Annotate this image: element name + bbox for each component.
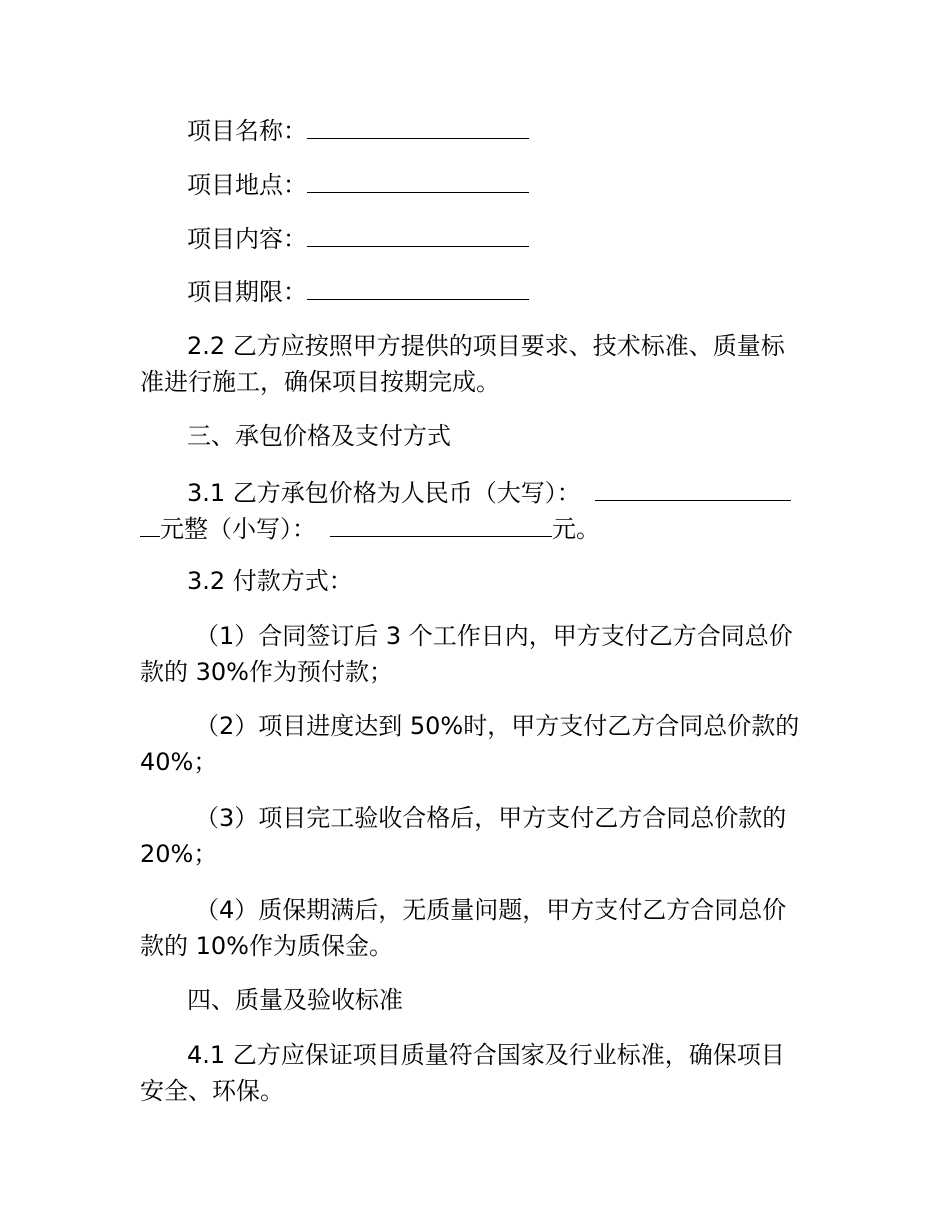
payment-item-2-line1: （2）项目进度达到 50%时，甲方支付乙方合同总价款的 bbox=[195, 712, 800, 740]
project-location-row bbox=[187, 166, 529, 203]
project-content-label: 项目内容： bbox=[187, 225, 307, 253]
project-name-blank[interactable] bbox=[307, 112, 529, 139]
clause-3-1-text-b: 元。 bbox=[552, 515, 600, 543]
project-name-label: 项目名称： bbox=[187, 117, 307, 145]
clause-3-1-text-a: 元整（小写）： bbox=[160, 515, 316, 543]
project-name-row bbox=[187, 112, 529, 149]
clause-3-1-line2 bbox=[140, 510, 600, 547]
payment-item-1-line1: （1）合同签订后 3 个工作日内，甲方支付乙方合同总价 bbox=[195, 622, 793, 650]
clause-3-1-line1 bbox=[187, 474, 791, 511]
section-4-title: 四、质量及验收标准 bbox=[187, 986, 403, 1014]
project-location-blank[interactable] bbox=[307, 166, 529, 193]
price-lowercase-blank[interactable] bbox=[330, 510, 552, 537]
payment-item-4-line2: 款的 10%作为质保金。 bbox=[140, 932, 393, 960]
section-3-title: 三、承包价格及支付方式 bbox=[187, 422, 451, 450]
clause-3-2-title: 3.2 付款方式： bbox=[187, 567, 353, 595]
project-location-label: 项目地点： bbox=[187, 171, 307, 199]
project-term-label: 项目期限： bbox=[187, 278, 307, 306]
clause-2-2-line2: 准进行施工，确保项目按期完成。 bbox=[140, 368, 500, 396]
clause-4-1-line2: 安全、环保。 bbox=[140, 1077, 284, 1105]
payment-item-3-line1: （3）项目完工验收合格后，甲方支付乙方合同总价款的 bbox=[195, 804, 787, 832]
project-content-row bbox=[187, 220, 529, 257]
payment-item-4-line1: （4）质保期满后，无质量问题，甲方支付乙方合同总价 bbox=[195, 896, 787, 924]
clause-3-1-text: 3.1 乙方承包价格为人民币（大写）： bbox=[187, 479, 581, 507]
price-uppercase-blank[interactable] bbox=[595, 474, 791, 501]
clause-4-1-line1: 4.1 乙方应保证项目质量符合国家及行业标准，确保项目 bbox=[187, 1041, 785, 1069]
project-content-blank[interactable] bbox=[307, 220, 529, 247]
clause-2-2-line1: 2.2 乙方应按照甲方提供的项目要求、技术标准、质量标 bbox=[187, 332, 785, 360]
payment-item-3-line2: 20%； bbox=[140, 840, 218, 868]
price-uppercase-blank-continued[interactable] bbox=[140, 510, 160, 537]
payment-item-2-line2: 40%； bbox=[140, 748, 218, 776]
project-term-row bbox=[187, 273, 529, 310]
project-term-blank[interactable] bbox=[307, 273, 529, 300]
payment-item-1-line2: 款的 30%作为预付款； bbox=[140, 658, 393, 686]
